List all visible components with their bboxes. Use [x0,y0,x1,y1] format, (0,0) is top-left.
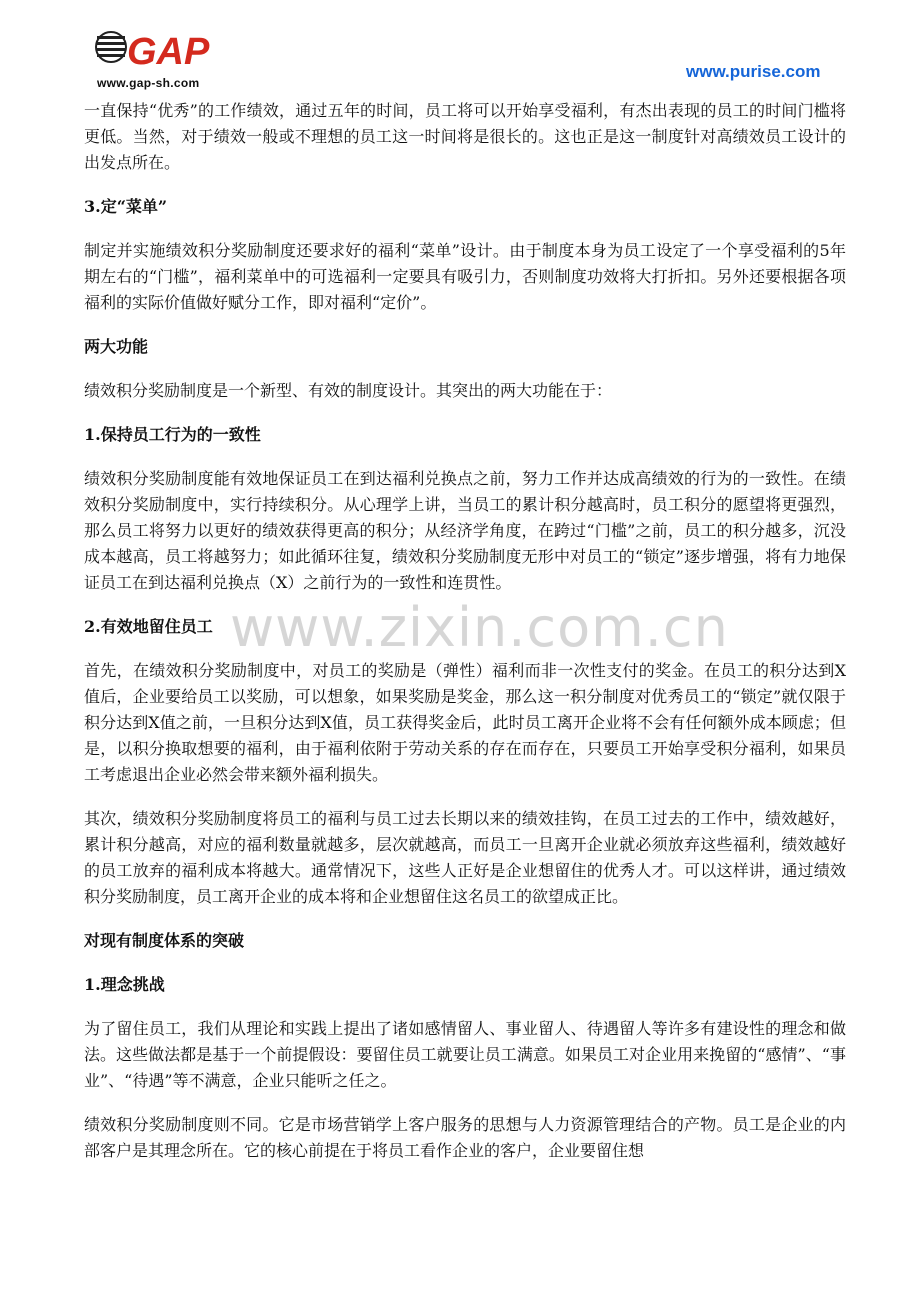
paragraph-menu: 制定并实施绩效积分奖励制度还要求好的福利“菜单”设计。由于制度本身为员工设定了一个享受福利的5年期左右的“门槛”，福利菜单中的可选福利一定要具有吸引力，否则制度功效将大打折扣。另外还要根据各项福利的实际价值做好赋分工作，即对福利“定价”。 [84,241,846,312]
site-link[interactable]: www.purise.com [686,62,821,81]
watermark: www.zixin.com.cn [230,596,729,659]
heading-retain: 2.有效地留住员工 [84,617,213,636]
page-header [0,0,920,100]
paragraph-retain-first: 首先，在绩效积分奖励制度中，对员工的奖励是（弹性）福利而非一次性支付的奖金。在员工的积分达到X值后，企业要给员工以奖励，可以想象，如果奖励是奖金，那么这一积分制度对优秀员工的“锁定”就仅限于积分达到X值之前，一旦积分达到X值，员工获得奖金后，此时员工离开企业将不会有任何额外成本顾虑；但是，以积分换取想要的福利，由于福利依附于劳动关系的存在而存在，只要员工开始享受积分福利，如果员工考虑退出企业必然会带来额外福利损失。 [84,661,846,784]
logo-wordmark: GAP [127,31,210,73]
heading-breakthrough: 对现有制度体系的突破 [84,931,245,950]
gap-logo [93,28,243,94]
paragraph-concept: 为了留住员工，我们从理论和实践上提出了诸如感情留人、事业留人、待遇留人等许多有建设性的理念和做法。这些做法都是基于一个前提假设：要留住员工就要让员工满意。如果员工对企业用来挽留的“感情”、“事业”、“待遇”等不满意，企业只能听之任之。 [84,1019,846,1090]
paragraph-consistency: 绩效积分奖励制度能有效地保证员工在到达福利兑换点之前，努力工作并达成高绩效的行为的一致性。在绩效积分奖励制度中，实行持续积分。从心理学上讲，当员工的累计积分越高时，员工积分的愿望将更强烈，那么员工将努力以更好的绩效获得更高的积分；从经济学角度，在跨过“门槛”之前，员工的积分越多，沉没成本越高，员工将越努力；如此循环往复，绩效积分奖励制度无形中对员工的“锁定”逐步增强，将有力地保证员工在到达福利兑换点（X）之前行为的一致性和连贯性。 [84,469,846,592]
paragraph-final: 绩效积分奖励制度则不同。它是市场营销学上客户服务的思想与人力资源管理结合的产物。员工是企业的内部客户是其理念所在。它的核心前提在于将员工看作企业的客户，企业要留住想 [84,1115,846,1160]
heading-concept: 1.理念挑战 [84,975,165,994]
heading-two-functions: 两大功能 [84,337,149,356]
paragraph-retain-second: 其次，绩效积分奖励制度将员工的福利与员工过去长期以来的绩效挂钩，在员工过去的工作中，绩效越好，累计积分越高，对应的福利数量就越多，层次就越高，而员工一旦离开企业就必须放弃这些福利，绩效越好的员工放弃的福利成本将越大。通常情况下，这些人正好是企业想留住的优秀人才。可以这样讲，通过绩效积分奖励制度，员工离开企业的成本将和企业想留住这名员工的欲望成正比。 [84,809,846,906]
paragraph-intro: 一直保持“优秀”的工作绩效，通过五年的时间，员工将可以开始享受福利，有杰出表现的员工的时间门槛将更低。当然，对于绩效一般或不理想的员工这一时间将是很长的。这也正是这一制度针对高绩效员工设计的出发点所在。 [84,101,846,172]
document-body [84,98,846,1164]
globe-logo-icon [93,28,243,74]
logo-caption: www.gap-sh.com [97,76,200,90]
heading-menu: 3.定“菜单” [84,197,168,216]
paragraph-two-functions: 绩效积分奖励制度是一个新型、有效的制度设计。其突出的两大功能在于： [84,381,613,400]
heading-consistency: 1.保持员工行为的一致性 [84,425,261,444]
